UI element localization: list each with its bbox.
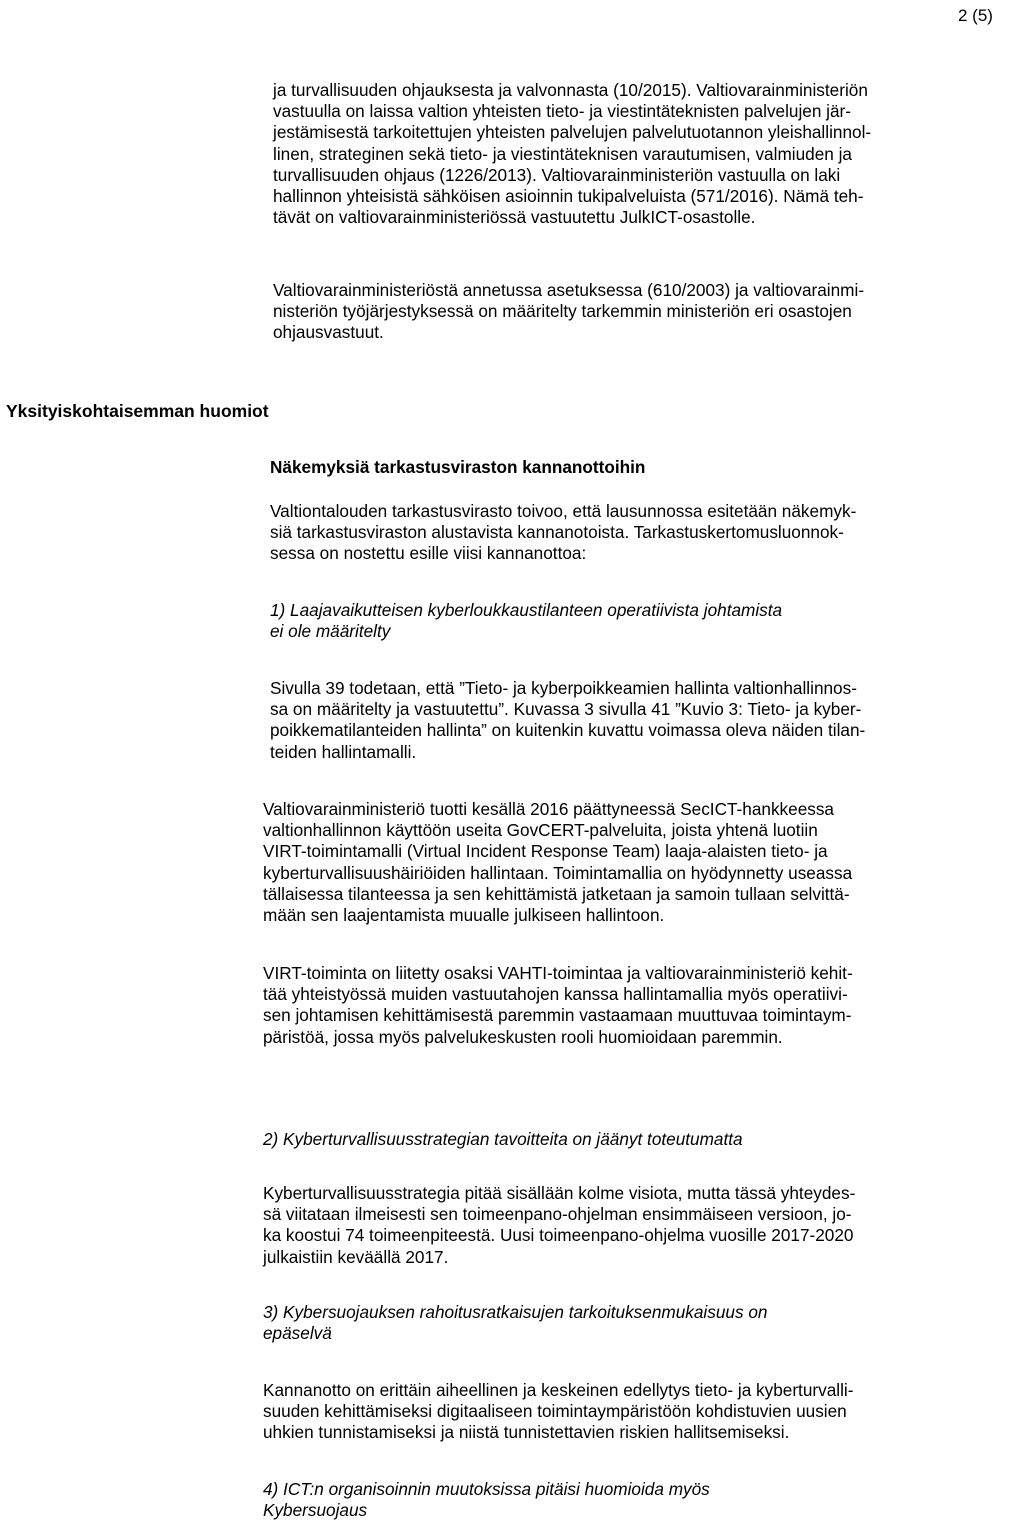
text-line: Valtiontalouden tarkastusvirasto toivoo, että lausunnossa esitetään näkemyk- [270,501,857,521]
page-number: 2 (5) [958,6,993,25]
text-line: turvallisuuden ohjaus (1226/2013). Valtiovarainministeriön vastuulla on laki [273,164,841,185]
text-line: ka koostui 74 toimeenpiteestä. Uusi toimeenpano-ohjelma vuosille 2017-2020 [263,1225,854,1246]
text-line: Sivulla 39 todetaan, että ”Tieto- ja kyberpoikkeamien hallinta valtionhallinnos- [270,678,857,698]
text-line: nisteriön työjärjestyksessä on määritelty tarkemmin ministeriön eri osastojen [273,301,852,322]
text-line: Valtiovarainministeriö tuotti kesällä 2016 päättyneessä SecICT-hankkeessa [263,799,834,819]
text-line: 2) Kyberturvallisuusstrategian tavoitteita on jäänyt toteutumatta [263,1129,743,1149]
body-paragraph [263,1183,1003,1268]
text-line: päristöä, jossa myös palvelukeskusten rooli huomioidaan paremmin. [263,1026,783,1047]
text-line: ja turvallisuuden ohjauksesta ja valvonnasta (10/2015). Valtiovarainministeriön [273,80,868,100]
text-line: 4) ICT:n organisoinnin muutoksissa pitäisi huomioida myös [263,1479,710,1499]
text-line: Kybersuojaus [263,1500,368,1521]
text-line: kyberturvallisuushäiriöiden hallintaan. Toimintamallia on hyödynnetty useassa [263,862,853,883]
subheading-italic [263,1479,1003,1521]
text-line: 3) Kybersuojauksen rahoitusratkaisujen tarkoituksenmukaisuus on [263,1302,768,1322]
text-line: sessa on nostettu esille viisi kannanottoa: [270,543,587,564]
text-line: ohjausvastuut. [273,322,384,343]
subheading-italic [270,600,1010,642]
text-line: siä tarkastusviraston alustavista kannanotoista. Tarkastuskertomusluonnok- [270,522,844,543]
text-line: poikkematilanteiden hallinta” on kuitenkin kuvattu voimassa oleva näiden tilan- [270,720,866,741]
text-line: VIRT-toimintamalli (Virtual Incident Response Team) laaja-alaisten tieto- ja [263,841,828,862]
body-paragraph [270,501,1010,565]
text-line: Kyberturvallisuusstrategia pitää sisällään kolme visiota, mutta tässä yhteydes- [263,1183,856,1203]
text-line: sä viitataan ilmeisesti sen toimeenpano-ohjelman ensimmäiseen versioon, jo- [263,1204,852,1225]
text-line: mään sen laajentamista muualle julkiseen hallintoon. [263,905,665,926]
body-paragraph [273,80,1013,228]
text-line: Kannanotto on erittäin aiheellinen ja keskeinen edellytys tieto- ja kyberturvalli- [263,1380,854,1400]
text-line: vastuulla on laissa valtion yhteisten tieto- ja viestintäteknisten palvelujen jär- [273,101,852,122]
text-line: ei ole määritelty [270,621,391,642]
text-line: sen johtamisen kehittämisestä paremmin vastaamaan muuttuvaa toimintaym- [263,1005,852,1026]
side-heading: Yksityiskohtaisemman huomiot [6,401,269,421]
text-line: sa on määritelty ja vastuutettu”. Kuvassa 3 sivulla 41 ”Kuvio 3: Tieto- ja kyber- [270,699,862,720]
subheading-italic [263,1302,1003,1344]
subheading-italic [263,1129,1003,1150]
body-paragraph [263,799,1003,926]
body-paragraph [263,963,1003,1048]
body-paragraph [270,678,1010,763]
text-line: teiden hallintamalli. [270,741,417,762]
text-line: jestämisestä tarkoitettujen yhteisten palvelujen palvelutuotannon yleishallinnol- [273,122,872,143]
text-line: 1) Laajavaikutteisen kyberloukkaustilanteen operatiivista johtamista [270,600,783,620]
text-line: epäselvä [263,1323,332,1344]
text-line: tällaisessa tilanteessa ja sen kehittämistä jatketaan ja samoin tullaan selvittä- [263,883,850,904]
body-paragraph [263,1380,1003,1444]
text-line: hallinnon yhteisistä sähköisen asioinnin tukipalveluista (571/2016). Nämä teh- [273,186,864,207]
text-line: tävät on valtiovarainministeriössä vastuutettu JulkICT-osastolle. [273,207,756,228]
text-line: Valtiovarainministeriöstä annetussa asetuksessa (610/2003) ja valtiovarainmi- [273,280,865,300]
text-line: uhkien tunnistamiseksi ja niistä tunnistettavien riskien hallitsemiseksi. [263,1422,790,1443]
text-line: tää yhteistyössä muiden vastuutahojen kanssa hallintamallia myös operatiivi- [263,984,848,1005]
text-line: suuden kehittämiseksi digitaaliseen toimintaympäristöön kohdistuvien uusien [263,1401,847,1422]
section-heading: Näkemyksiä tarkastusviraston kannanottoihin [270,457,646,477]
body-paragraph [273,280,1013,344]
text-line: VIRT-toiminta on liitetty osaksi VAHTI-toimintaa ja valtiovarainministeriö kehit- [263,963,853,983]
text-line: linen, strateginen sekä tieto- ja viestintäteknisen varautumisen, valmiuden ja [273,143,852,164]
text-line: julkaistiin keväällä 2017. [263,1246,449,1267]
text-line: valtionhallinnon käyttöön useita GovCERT-palveluita, joista yhtenä luotiin [263,820,818,841]
